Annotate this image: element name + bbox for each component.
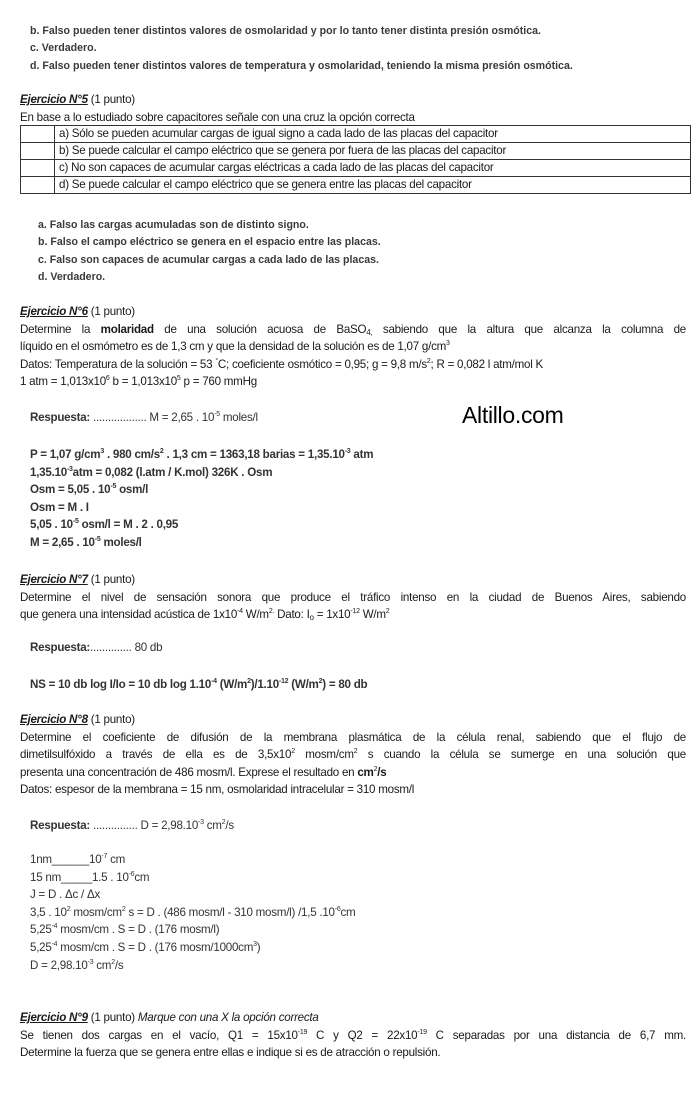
superscript: 3 (446, 340, 450, 348)
option-row (21, 177, 691, 194)
exercise-8-answer (30, 817, 696, 835)
superscript: 2. (268, 608, 275, 616)
exercise-8 (20, 711, 686, 799)
text-segment: dimetilsulfóxido a través de ella es de 3,5x10 (20, 748, 292, 762)
superscript: -19 (297, 1028, 308, 1036)
text-segment: ; R = 0,082 l atm/mol K (430, 357, 544, 371)
option-text: c) No son capaces de acumular cargas eléctricas a cada lado de las placas del capacitor (55, 160, 691, 177)
superscript: 2 (111, 958, 115, 966)
exercise-8-calculation (30, 851, 696, 974)
exercise-intro: En base a lo estudiado sobre capacitores señale con una cruz la opción correcta (20, 110, 415, 124)
option-row (21, 143, 691, 160)
text-segment: (W/m (216, 678, 248, 691)
text-line (30, 921, 696, 939)
text-segment: c. Verdadero. (30, 42, 97, 55)
superscript: -3 (198, 819, 204, 826)
text-segment: 1 atm = 1,013x10 (20, 375, 106, 389)
text-segment: .................. M = 2,65 . 10 (90, 411, 215, 424)
text-segment: C separadas por una distancia de 6,7 mm. (426, 1028, 686, 1042)
text-line (30, 516, 696, 534)
text-segment: Respuesta: (30, 641, 90, 654)
text-segment: D = 2,98.10 (30, 958, 88, 972)
text-segment: . 980 cm/s (104, 448, 160, 461)
text-segment: . 1,3 cm = 1363,18 barias = 1,35.10 (163, 448, 345, 461)
superscript: -4 (211, 678, 217, 685)
text-segment: /s (114, 958, 124, 972)
text-segment: /s (377, 765, 387, 779)
text-segment: cm (93, 958, 112, 972)
text-line (38, 217, 700, 234)
exercise-heading: Ejercicio N°6 (20, 305, 88, 318)
text-line (30, 40, 696, 57)
text-line (20, 606, 686, 624)
text-segment: C; coeficiente osmótico = 0,95; g = 9,8 m/s (217, 357, 427, 371)
text-segment: que genera una intensidad acústica de 1x10 (20, 608, 238, 622)
text-segment: atm = 0,082 (l.atm / K.mol) 326K . Osm (72, 465, 273, 479)
text-line (30, 886, 696, 904)
text-segment: Datos: espesor de la membrana = 15 nm, osmolaridad intracelular = 310 mosm/l (20, 783, 415, 797)
exercise-statement (20, 321, 686, 391)
text-segment: Respuesta: (30, 819, 90, 832)
text-segment: líquido en el osmómetro es de 1,3 cm y que la densidad de la solución es de 1,07 g/cm (20, 340, 447, 354)
superscript: -7 (101, 853, 108, 860)
text-line (30, 464, 696, 482)
superscript: ° (215, 357, 218, 365)
text-segment: mosm/cm (294, 748, 354, 762)
exercise-statement (20, 729, 686, 799)
options-table (20, 125, 691, 194)
text-line (30, 534, 696, 552)
superscript: 3 (253, 940, 257, 948)
text-segment: 15 nm_____1.5 . 10 (30, 870, 129, 884)
text-line (20, 746, 686, 764)
text-segment: d. Falso pueden tener distintos valores de temperatura y osmolaridad, teniendo la misma presión osmótica. (30, 59, 573, 72)
text-segment: molaridad (100, 322, 154, 336)
text-line (20, 1027, 686, 1045)
text-line (20, 338, 686, 356)
superscript: -3 (344, 448, 351, 455)
altillo-watermark: Altillo.com (462, 402, 564, 428)
text-segment: atm (350, 448, 374, 461)
text-segment: Determine la (20, 322, 101, 336)
superscript: 5 (176, 375, 181, 383)
text-line (30, 817, 696, 835)
exercise-points: (1 punto) (87, 1011, 138, 1024)
option-row (21, 160, 691, 177)
text-segment: 1,35.10 (30, 465, 67, 479)
text-segment: 3,5 . 10 (30, 905, 67, 919)
text-segment: NS = 10 db log I/Io = 10 db log 1.10 (30, 678, 212, 691)
superscript: 2 (291, 748, 295, 756)
text-line (30, 58, 696, 75)
text-segment: = 1x10 (313, 608, 351, 622)
text-line (30, 23, 696, 40)
superscript: 2 (353, 748, 358, 756)
text-segment: ............... D = 2,98.10 (90, 819, 199, 832)
superscript: -4 (51, 940, 58, 948)
text-segment: mosm/cm (70, 905, 122, 919)
exercise-points: (1 punto) (87, 573, 135, 586)
text-segment: cm (340, 905, 356, 919)
superscript: 2 (373, 765, 378, 773)
text-line (30, 499, 696, 517)
superscript: -4 (237, 608, 243, 616)
text-line (38, 234, 700, 251)
text-segment: .............. 80 db (90, 641, 163, 654)
text-segment: Dato: I (274, 608, 310, 622)
text-segment: cm (134, 870, 150, 884)
text-line (20, 781, 686, 799)
exercise-5-answers (38, 217, 700, 287)
text-segment: osm/l = M . 2 . 0,95 (78, 518, 179, 532)
superscript: -3 (87, 958, 94, 966)
exercise-points: (1 punto) (87, 305, 135, 318)
superscript: -5 (110, 483, 117, 491)
text-line (38, 252, 700, 269)
superscript: 2 (318, 678, 323, 685)
text-segment: W/m (242, 608, 269, 622)
superscript: -5 (72, 518, 79, 526)
superscript: 2 (159, 448, 164, 455)
text-segment: J = D . Δc / Δx (30, 888, 101, 902)
text-segment: moles/l (219, 411, 258, 424)
text-segment: cm (203, 819, 222, 832)
text-line (30, 481, 696, 499)
superscript: 2 (66, 905, 71, 913)
text-segment: ) = 80 db (322, 678, 368, 691)
text-segment: 5,05 . 10 (30, 518, 73, 532)
exercise-heading: Ejercicio N°7 (20, 573, 88, 586)
superscript: 3 (100, 448, 104, 455)
text-line (20, 764, 686, 782)
text-line (30, 639, 696, 657)
text-segment: b = 1,013x10 (109, 375, 177, 389)
exercise-6-answer (30, 409, 696, 427)
text-segment: mosm/cm . S = D . (176 mosm/l) (57, 923, 220, 937)
text-segment: moles/l (100, 535, 142, 549)
text-segment: M = 2,65 . 10 (30, 535, 95, 549)
text-segment: c. Falso son capaces de acumular cargas a cada lado de las placas. (38, 253, 379, 266)
superscript: -3 (66, 465, 73, 473)
subscript: o (309, 613, 314, 623)
text-segment: W/m (359, 608, 386, 622)
text-segment: presenta una concentración de 486 mosm/l. Exprese el resultado en (20, 765, 358, 779)
text-segment: cm (107, 853, 126, 866)
text-segment: d. Verdadero. (38, 271, 106, 284)
text-line (30, 446, 696, 464)
text-segment: ) (256, 940, 261, 954)
text-line (30, 851, 696, 869)
superscript: 2 (221, 819, 226, 826)
option-row (21, 126, 691, 143)
text-segment: 5,25 (30, 940, 52, 954)
superscript: -5 (94, 535, 101, 543)
text-line (30, 676, 696, 694)
text-segment: s = D . (486 mosm/l - 310 mosm/l) /1,5 .10 (125, 905, 335, 919)
text-segment: Determine la fuerza que se genera entre ellas e indique si es de atracción o repulsión. (20, 1046, 441, 1060)
text-segment: b. Falso el campo eléctrico se genera en el espacio entre las placas. (38, 236, 381, 249)
superscript: 2 (247, 678, 251, 685)
text-segment: Datos: Temperatura de la solución = 53 (20, 357, 216, 371)
exercise-points: (1 punto) (87, 93, 135, 106)
text-line (20, 729, 686, 747)
text-segment: Determine el nivel de sensación sonora que produce el tráfico intenso en la ciudad de Buenos Aires, sabiendo (20, 590, 686, 604)
exercise-7-answer (30, 639, 696, 657)
previous-answers (30, 23, 696, 75)
text-segment: sabiendo que la altura que alcanza la columna de (372, 322, 686, 336)
exercise-points: (1 punto) (87, 713, 135, 726)
text-segment: 1nm______10 (30, 853, 102, 866)
superscript: -6 (128, 870, 135, 878)
exercise-6-calculation (30, 446, 696, 552)
text-line (38, 269, 700, 286)
text-segment: Se tienen dos cargas en el vacío, Q1 = 15x10 (20, 1028, 298, 1042)
text-line (30, 939, 696, 957)
superscript: 6 (105, 375, 110, 383)
text-segment: Respuesta: (30, 411, 90, 424)
option-checkbox[interactable] (21, 126, 55, 143)
text-segment: )/1.10 (250, 678, 279, 691)
text-segment: a. Falso las cargas acumuladas son de distinto signo. (38, 219, 309, 231)
option-text: b) Se puede calcular el campo eléctrico que se genera por fuera de las placas del capacitor (55, 143, 691, 160)
exercise-6 (20, 303, 686, 391)
exercise-7-calculation (30, 676, 696, 694)
option-checkbox[interactable] (21, 143, 55, 160)
subscript: 4, (366, 327, 373, 337)
text-segment: 5,25 (30, 923, 52, 937)
superscript: -6 (334, 905, 341, 913)
superscript: -12 (278, 678, 289, 685)
text-segment: p = 760 mmHg (180, 375, 257, 389)
text-line (20, 589, 686, 607)
text-segment: s cuando la célula se sumerge en una solución que (357, 748, 686, 762)
exercise-9 (20, 1009, 686, 1062)
superscript: -5 (214, 411, 220, 418)
text-segment: C y Q2 = 22x10 (307, 1028, 418, 1042)
text-segment: osm/l (116, 483, 149, 497)
text-line (30, 957, 696, 975)
exercise-7 (20, 571, 686, 624)
option-checkbox[interactable] (21, 177, 55, 194)
text-segment: Osm = M . I (30, 500, 89, 514)
superscript: -19 (417, 1028, 427, 1036)
option-text: d) Se puede calcular el campo eléctrico que se genera entre las placas del capacitor (55, 177, 691, 194)
text-segment: Determine el coeficiente de difusión de la membrana plasmática de la célula renal, sabiendo que el flujo de (20, 730, 686, 744)
text-segment: cm (357, 765, 374, 779)
superscript: -12 (350, 608, 360, 616)
exercise-statement (20, 1027, 686, 1062)
text-line (30, 869, 696, 887)
text-line (20, 1044, 686, 1062)
superscript: 2 (385, 608, 390, 616)
text-segment: P = 1,07 g/cm (30, 448, 101, 461)
text-segment: b. Falso pueden tener distintos valores de osmolaridad y por lo tanto tener distinta presión osmótica. (30, 25, 541, 37)
text-line (20, 356, 686, 374)
exercise-heading: Ejercicio N°5 (20, 93, 88, 106)
exercise-statement (20, 589, 686, 624)
text-segment: Osm = 5,05 . 10 (30, 483, 111, 497)
exercise-5 (20, 91, 686, 126)
text-segment: de una solución acuosa de BaSO (153, 322, 367, 336)
text-line (30, 409, 696, 427)
text-line (30, 904, 696, 922)
text-segment: (W/m (288, 678, 319, 691)
exercise-instruction: Marque con una X la opción correcta (137, 1011, 319, 1024)
superscript: 2 (121, 905, 126, 913)
exercise-heading: Ejercicio N°9 (20, 1011, 88, 1024)
superscript: 2 (426, 357, 431, 365)
option-text: a) Sólo se pueden acumular cargas de igual signo a cada lado de las placas del capacitor (55, 126, 691, 143)
superscript: -4 (51, 923, 58, 931)
text-line (20, 373, 686, 391)
exercise-heading: Ejercicio N°8 (20, 713, 88, 726)
text-segment: /s (225, 819, 234, 832)
option-checkbox[interactable] (21, 160, 55, 177)
text-segment: mosm/cm . S = D . (176 mosm/1000cm (57, 940, 254, 954)
text-line (20, 321, 686, 339)
